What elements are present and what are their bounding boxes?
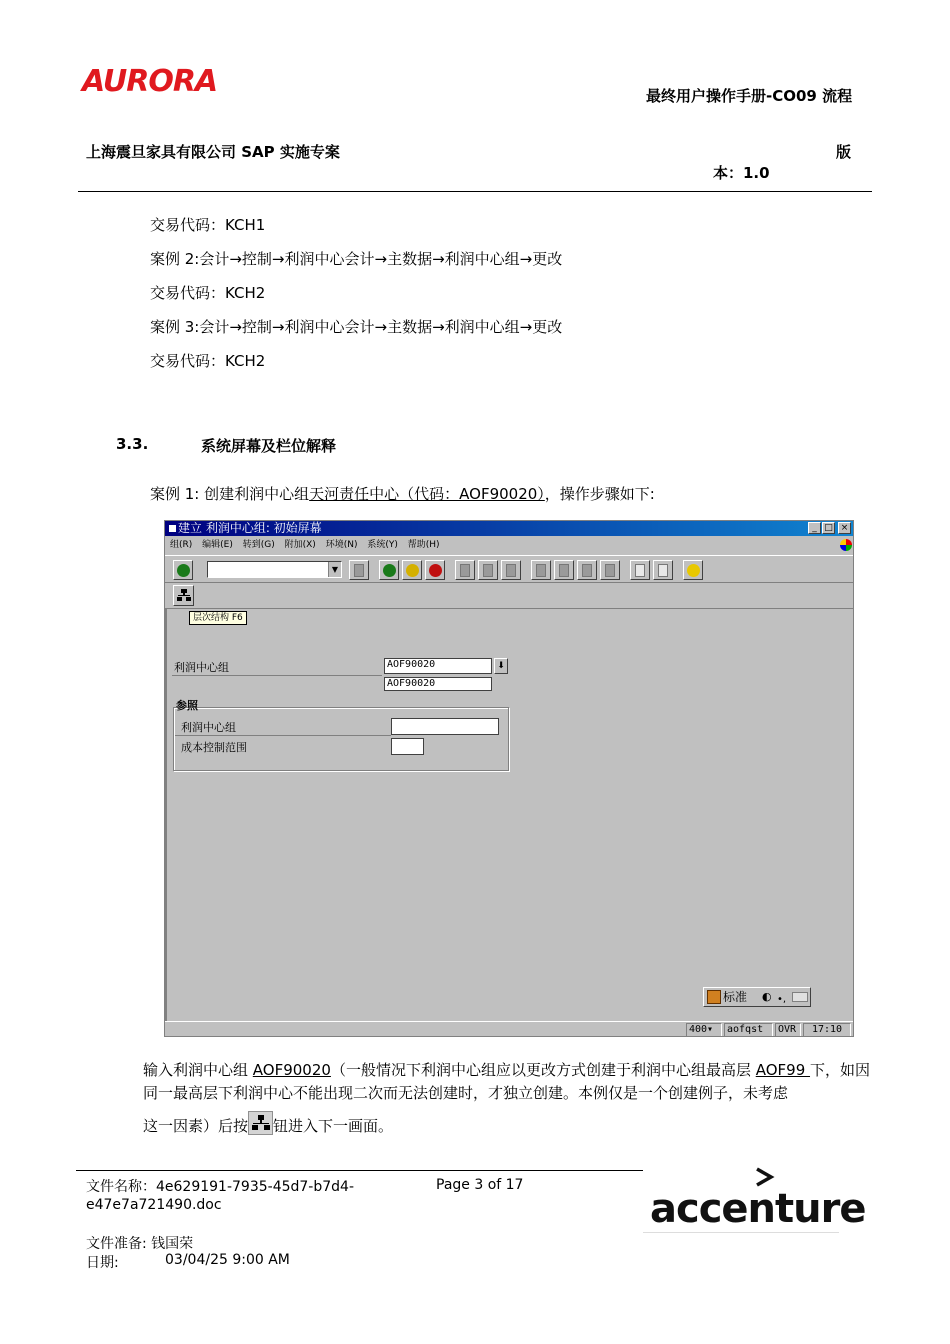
sap-menu-bar: [165, 536, 853, 554]
close-button[interactable]: ×: [838, 522, 851, 534]
sap-standard-toolbar: [165, 555, 853, 583]
footer-divider: [76, 1170, 643, 1171]
chevron-down-icon[interactable]: ▼: [328, 562, 341, 577]
cancel-icon[interactable]: [425, 560, 445, 580]
aof99-link[interactable]: AOF99: [755, 1061, 811, 1079]
controlling-area-label: 成本控制范围: [181, 741, 247, 754]
status-client[interactable]: 400▾: [686, 1023, 722, 1037]
group-row-separator: [175, 735, 391, 736]
last-page-icon[interactable]: [600, 560, 620, 580]
command-field[interactable]: [207, 561, 342, 578]
back-icon[interactable]: [379, 560, 399, 580]
footer-date-label: 日期:: [86, 1255, 119, 1271]
instruction-paragraph-end: [143, 1111, 393, 1136]
next-page-icon[interactable]: [577, 560, 597, 580]
reference-group-title: 参照: [176, 699, 198, 712]
status-server: aofqst: [724, 1023, 773, 1037]
aof90020-link[interactable]: AOF90020: [252, 1061, 331, 1079]
find-next-icon[interactable]: [501, 560, 521, 580]
menu-system[interactable]: 系统(Y): [367, 540, 398, 550]
menu-help[interactable]: 帮助(H): [407, 540, 440, 550]
version-label-part1: 版: [836, 143, 852, 161]
case3-menu-path: 案例 3:会计→控制→利润中心会计→主数据→利润中心组→更改: [150, 318, 563, 336]
profit-center-group-input[interactable]: AOF90020: [384, 658, 492, 674]
menu-environment[interactable]: 环境(N): [325, 540, 358, 550]
status-time: 17:10: [803, 1023, 851, 1037]
field-underline: [172, 675, 382, 676]
new-session-icon[interactable]: [630, 560, 650, 580]
instruction-text-e: 钮进入下一画面。: [273, 1117, 394, 1135]
menu-group[interactable]: 组(R): [170, 540, 193, 550]
instruction-paragraph: [143, 1059, 873, 1105]
possible-entries-icon[interactable]: ⬇: [494, 658, 508, 674]
sap-window: [164, 520, 854, 1037]
sap-application-toolbar: [165, 583, 853, 609]
menu-goto[interactable]: 转到(G): [242, 540, 275, 550]
moon-icon[interactable]: ◐: [762, 990, 772, 1003]
autocomplete-suggestion[interactable]: AOF90020: [384, 677, 492, 691]
footer-page-number: Page 3 of 17: [436, 1177, 524, 1193]
status-mode: OVR: [775, 1023, 801, 1037]
save-icon[interactable]: [349, 560, 369, 580]
hierarchy-button-inline-icon: [248, 1111, 273, 1135]
minimize-button[interactable]: _: [808, 522, 821, 534]
reference-profit-center-group-input[interactable]: [391, 718, 499, 735]
keyboard-icon[interactable]: [792, 992, 808, 1002]
sap-status-bar: [165, 1021, 853, 1037]
transaction-code-kch2-a: 交易代码：KCH2: [150, 284, 266, 302]
footer-date: 03/04/25 9:00 AM: [165, 1252, 290, 1268]
ime-mode-label[interactable]: 标准: [723, 990, 748, 1004]
sap-window-title: 建立 利润中心组: 初始屏幕: [178, 521, 322, 535]
help-icon[interactable]: [683, 560, 703, 580]
logo-underline: [643, 1232, 839, 1233]
document-title: 最终用户操作手册-CO09 流程: [646, 87, 853, 105]
hierarchy-button[interactable]: [173, 585, 194, 606]
exit-icon[interactable]: [402, 560, 422, 580]
reference-profit-center-group-label: 利润中心组: [181, 721, 236, 734]
instruction-text-d: 这一因素）后按: [143, 1117, 249, 1135]
hierarchy-icon: [177, 589, 191, 601]
section-number: 3.3.: [116, 435, 149, 453]
find-icon[interactable]: [478, 560, 498, 580]
menu-edit[interactable]: 编辑(E): [202, 540, 233, 550]
section-title: 系统屏幕及栏位解释: [201, 437, 337, 455]
case1-prefix: 案例 1: 创建利润中心组: [150, 485, 310, 503]
case2-menu-path: 案例 2:会计→控制→利润中心会计→主数据→利润中心组→更改: [150, 250, 563, 268]
previous-page-icon[interactable]: [554, 560, 574, 580]
accenture-logo: accenture: [650, 1186, 866, 1232]
profit-center-group-label: 利润中心组: [174, 661, 229, 674]
ime-logo-icon: [707, 990, 721, 1004]
transaction-code-kch1: 交易代码：KCH1: [150, 216, 266, 234]
sap-title-bar: [165, 521, 853, 536]
print-icon[interactable]: [455, 560, 475, 580]
header-divider: [78, 191, 872, 192]
company-project-title: 上海震旦家具有限公司 SAP 实施专案: [86, 143, 340, 161]
aurora-logo: AURORA: [82, 64, 218, 99]
shortcut-icon[interactable]: [653, 560, 673, 580]
hierarchy-tooltip: 层次结构 F6: [189, 611, 247, 625]
ime-toolbar[interactable]: [703, 987, 811, 1007]
case1-description: [150, 483, 655, 504]
maximize-button[interactable]: □: [822, 522, 835, 534]
controlling-area-input[interactable]: [391, 738, 424, 755]
instruction-text-c: 下，如因同一最高层下利润中心不能出现二次而无法创建时，才独立创建。本例仅是一个创建例子，未考虑: [143, 1061, 871, 1102]
sap-screen-area: [165, 609, 853, 1021]
version-label-part2: 本：1.0: [713, 164, 770, 182]
footer-file-name: 文件名称：4e629191-7935-45d7-b7d4-e47e7a721490.doc: [86, 1179, 354, 1213]
case1-suffix: ，操作步骤如下:: [544, 485, 655, 503]
enter-icon[interactable]: [173, 560, 193, 580]
sap-logo-icon: [840, 539, 852, 551]
sap-window-icon: [169, 525, 176, 532]
instruction-text-a: 输入利润中心组: [143, 1061, 253, 1079]
instruction-text-b: （一般情况下利润中心组应以更改方式创建于利润中心组最高层: [330, 1061, 756, 1079]
transaction-code-kch2-b: 交易代码：KCH2: [150, 352, 266, 370]
punctuation-icon[interactable]: •,: [777, 994, 787, 1005]
case1-link[interactable]: 天河责任中心（代码：AOF90020）: [309, 485, 545, 503]
menu-extras[interactable]: 附加(X): [284, 540, 316, 550]
footer-prepared-by: 文件准备: 钱国荣: [86, 1236, 194, 1252]
first-page-icon[interactable]: [531, 560, 551, 580]
